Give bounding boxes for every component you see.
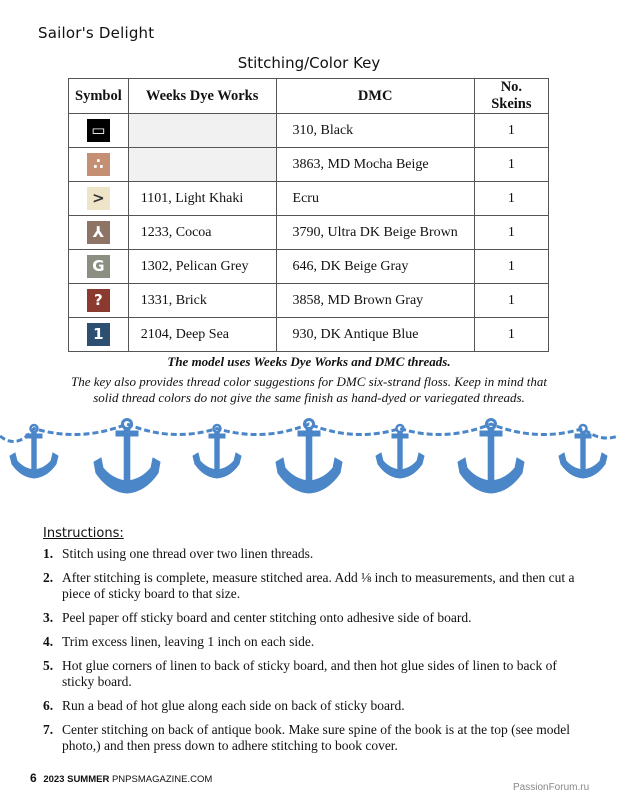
header-dmc: DMC (276, 79, 474, 114)
dmc-cell: 646, DK Beige Gray (276, 250, 474, 284)
instructions-list (43, 546, 583, 762)
header-weeks-dye-works: Weeks Dye Works (128, 79, 276, 114)
instruction-step (43, 698, 583, 714)
watermark: PassionForum.ru (513, 782, 590, 793)
page-title: Sailor's Delight (38, 24, 155, 42)
skeins-cell: 1 (474, 114, 548, 148)
symbol-cell (69, 216, 129, 250)
tripod-symbol-icon: ⅄ (87, 221, 110, 244)
step-number: 2. (43, 570, 54, 585)
number-one-symbol-icon: 1 (87, 323, 110, 346)
issue-season: 2023 SUMMER (43, 774, 110, 785)
header-skeins: No. Skeins (474, 79, 548, 114)
instructions-heading: Instructions: (43, 526, 124, 541)
symbol-cell (69, 114, 129, 148)
anchor-icon (559, 425, 607, 478)
letter-g-symbol-icon: G (87, 255, 110, 278)
instruction-step (43, 658, 583, 690)
step-number: 5. (43, 658, 54, 673)
thread-note-bold: The model uses Weeks Dye Works and DMC threads. (167, 354, 451, 369)
step-number: 7. (43, 722, 54, 737)
step-text: Stitch using one thread over two linen threads. (62, 546, 314, 561)
dots-symbol-icon: ∴ (87, 153, 110, 176)
step-text: Center stitching on back of antique book. Make sure spine of the book is at the top (see model photo,) and then press down to adhere stitching to book cover. (62, 722, 571, 753)
instruction-step (43, 634, 583, 650)
step-number: 4. (43, 634, 54, 649)
weeks-dye-works-cell: 1302, Pelican Grey (128, 250, 276, 284)
table-row (69, 250, 549, 284)
skeins-cell: 1 (474, 284, 548, 318)
page-number: 6 (30, 771, 37, 785)
instruction-step (43, 570, 583, 602)
step-text: Run a bead of hot glue along each side on back of sticky board. (62, 698, 405, 713)
table-row (69, 216, 549, 250)
skeins-cell: 1 (474, 250, 548, 284)
skeins-cell: 1 (474, 318, 548, 352)
weeks-dye-works-cell (128, 148, 276, 182)
thread-note-body: The key also provides thread color suggestions for DMC six-strand floss. Keep in mind that solid thread colors do not give the same finish as hand-dyed or variegated threads. (70, 374, 548, 405)
table-row (69, 148, 549, 182)
dmc-cell: 930, DK Antique Blue (276, 318, 474, 352)
weeks-dye-works-cell: 1233, Cocoa (128, 216, 276, 250)
table-row (69, 284, 549, 318)
skeins-cell: 1 (474, 182, 548, 216)
table-header-row (69, 79, 549, 114)
instruction-step (43, 610, 583, 626)
symbol-cell (69, 182, 129, 216)
question-symbol-icon: ? (87, 289, 110, 312)
page-footer (30, 771, 212, 785)
table-row (69, 114, 549, 148)
dmc-cell: Ecru (276, 182, 474, 216)
anchor-border (0, 414, 618, 514)
step-text: Trim excess linen, leaving 1 inch on each side. (62, 634, 315, 649)
instruction-step (43, 722, 583, 754)
weeks-dye-works-cell: 1101, Light Khaki (128, 182, 276, 216)
weeks-dye-works-cell: 1331, Brick (128, 284, 276, 318)
header-symbol: Symbol (69, 79, 129, 114)
dmc-cell: 310, Black (276, 114, 474, 148)
step-text: After stitching is complete, measure stitched area. Add ⅛ inch to measurements, and then cut a piece of sticky board to that size. (62, 570, 575, 601)
symbol-cell (69, 318, 129, 352)
weeks-dye-works-cell: 2104, Deep Sea (128, 318, 276, 352)
dmc-cell: 3863, MD Mocha Beige (276, 148, 474, 182)
step-number: 6. (43, 698, 54, 713)
weeks-dye-works-cell (128, 114, 276, 148)
step-number: 3. (43, 610, 54, 625)
key-title: Stitching/Color Key (237, 54, 381, 72)
skeins-cell: 1 (474, 148, 548, 182)
greater-than-symbol-icon: > (87, 187, 110, 210)
dmc-cell: 3790, Ultra DK Beige Brown (276, 216, 474, 250)
step-number: 1. (43, 546, 54, 561)
symbol-cell (69, 284, 129, 318)
skeins-cell: 1 (474, 216, 548, 250)
step-text: Peel paper off sticky board and center stitching onto adhesive side of board. (62, 610, 472, 625)
symbol-cell (69, 148, 129, 182)
dmc-cell: 3858, MD Brown Gray (276, 284, 474, 318)
symbol-cell (69, 250, 129, 284)
table-row (69, 182, 549, 216)
table-row (69, 318, 549, 352)
magazine-site: PNPSMAGAZINE.COM (111, 774, 213, 785)
instruction-step (43, 546, 583, 562)
color-key-table (68, 78, 549, 352)
rectangle-symbol-icon: ▭ (87, 119, 110, 142)
step-text: Hot glue corners of linen to back of sticky board, and then hot glue sides of linen to back of sticky board. (62, 658, 557, 689)
